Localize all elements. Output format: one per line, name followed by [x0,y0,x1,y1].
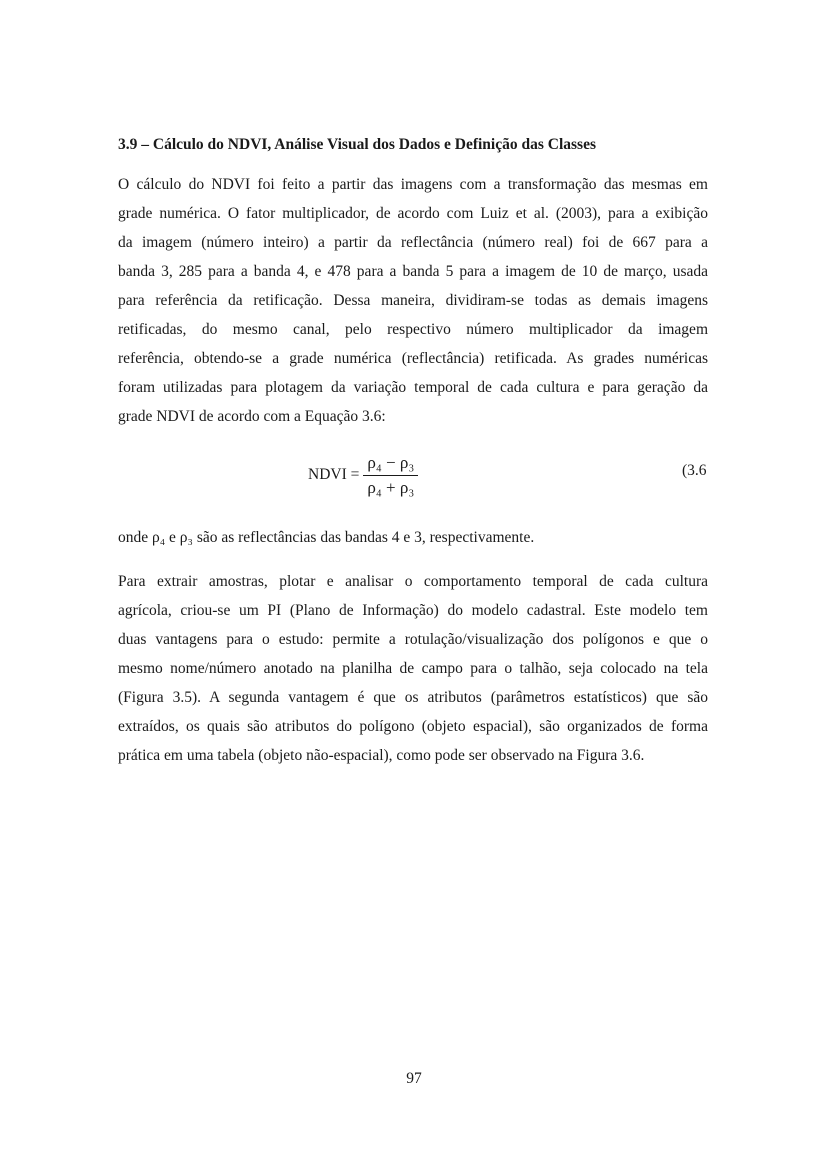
paragraph-line: Para extrair amostras, plotar e analisar o comportamento temporal de cada cultura [118,573,708,590]
paragraph-line: (Figura 3.5). A segunda vantagem é que os atributos (parâmetros estatísticos) que são [118,689,708,706]
paragraph-line: O cálculo do NDVI foi feito a partir das imagens com a transformação das mesmas em [118,176,708,193]
fraction-bar [363,475,418,476]
rho3-symbol: ρ₃ [179,529,193,546]
rho4-symbol: ρ₄ [152,529,166,546]
paragraph-line: da imagem (número inteiro) a partir da reflectância (número real) foi de 667 para a [118,234,708,251]
paragraph-line: prática em uma tabela (objeto não-espacial), como pode ser observado na Figura 3.6. [118,747,645,764]
equation-explanation [118,523,534,552]
paragraph-line: referência, obtendo-se a grade numérica (reflectância) retificada. As grades numéricas [118,350,708,367]
paragraph-line: mesmo nome/número anotado na planilha de campo para o talhão, seja colocado na tela [118,660,708,677]
equation-numerator: ρ₄ − ρ₃ [367,452,415,472]
ndvi-equation [308,452,418,498]
explanation-suffix: são as reflectâncias das bandas 4 e 3, respectivamente. [192,529,535,546]
paragraph-line: extraídos, os quais são atributos do polígono (objeto espacial), são organizados de forma [118,718,708,735]
paragraph-sampling [118,567,708,770]
section-heading: 3.9 – Cálculo do NDVI, Análise Visual dos Dados e Definição das Classes [118,136,596,153]
explanation-and: e [165,529,180,546]
equation-number: (3.6 [682,462,707,479]
paragraph-line: agrícola, criou-se um PI (Plano de Informação) do modelo cadastral. Este modelo tem [118,602,708,619]
paragraph-line: duas vantagens para o estudo: permite a rotulação/visualização dos polígonos e que o [118,631,708,648]
equation-lhs: NDVI = [308,466,360,483]
paragraph-line: para referência da retificação. Dessa maneira, dividiram-se todas as demais imagens [118,292,708,309]
paragraph-line: grade NDVI de acordo com a Equação 3.6: [118,408,386,425]
page-number: 97 [406,1070,422,1087]
paragraph-line: grade numérica. O fator multiplicador, de acordo com Luiz et al. (2003), para a exibição [118,205,708,222]
equation-denominator: ρ₄ + ρ₃ [367,477,415,497]
paragraph-line: foram utilizadas para plotagem da variação temporal de cada cultura e para geração da [118,379,708,396]
paragraph-ndvi-calculation [118,170,708,431]
paragraph-line: banda 3, 285 para a banda 4, e 478 para a banda 5 para a imagem de 10 de março, usada [118,263,708,280]
paragraph-line: retificadas, do mesmo canal, pelo respectivo número multiplicador da imagem [118,321,708,338]
explanation-prefix: onde [118,529,153,546]
equation-fraction [363,453,418,498]
